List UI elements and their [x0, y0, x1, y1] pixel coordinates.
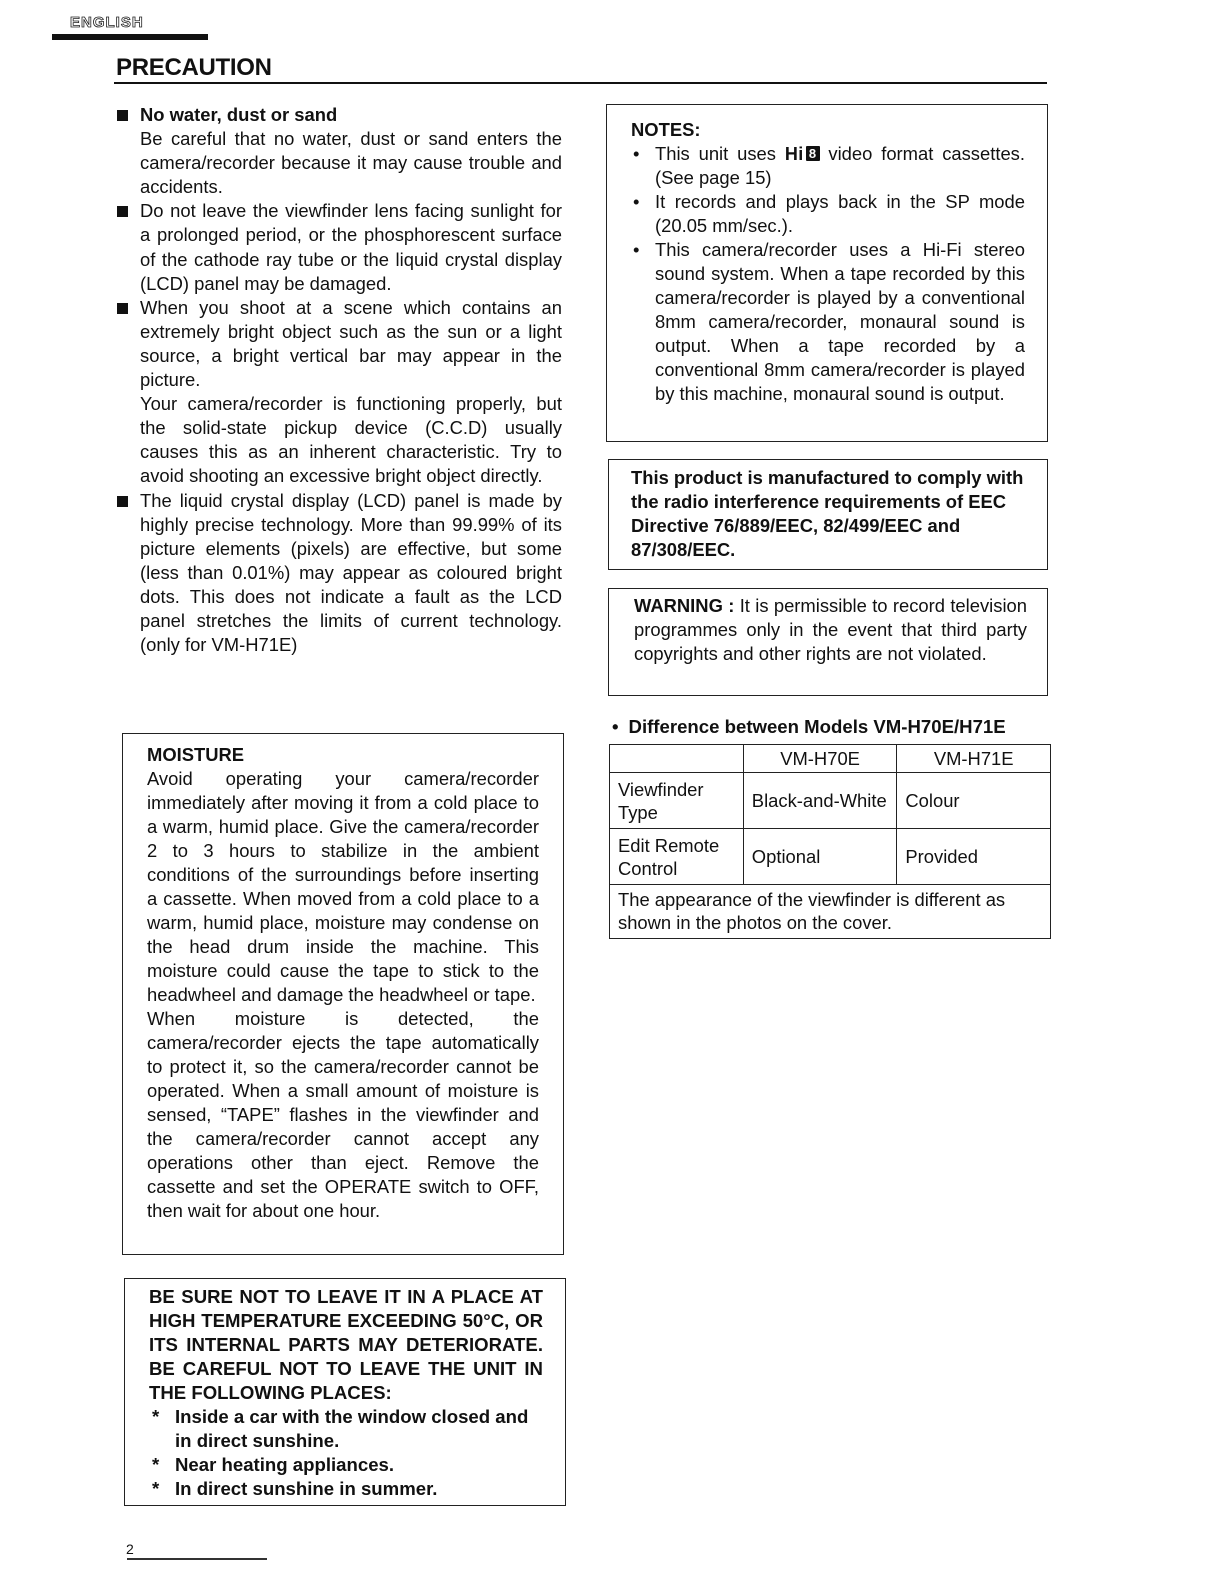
footer-rule	[127, 1558, 267, 1560]
table-note: The appearance of the viewfinder is different as shown in the photos on the cover.	[610, 885, 1051, 939]
bullet-viewfinder-sunlight	[116, 199, 562, 295]
table-header-row	[610, 745, 1051, 773]
caution-item-text: In direct sunshine in summer.	[175, 1478, 438, 1499]
note-text: It records and plays back in the SP mode (20.05 mm/sec.).	[655, 191, 1025, 236]
bullet-square-icon	[117, 110, 128, 121]
table-cell: Viewfinder Type	[610, 773, 744, 829]
eec-text: This product is manufactured to comply with the radio interference requirements of EEC Directive 76/889/EEC, 82/499/EEC and 87/308/EEC.	[631, 467, 1024, 560]
table-cell: Provided	[897, 829, 1051, 885]
bullet-dot-icon: •	[612, 716, 619, 737]
bullet-dot-icon: •	[633, 239, 640, 260]
table-cell: Edit Remote Control	[610, 829, 744, 885]
title-rule	[114, 82, 1047, 84]
language-tab-bar	[52, 34, 208, 40]
note-text: This unit uses	[655, 143, 776, 164]
bullet-text: The liquid crystal display (LCD) panel is made by highly precise technology. More than 99.99% of its picture elements (pixels) are effective, but some (less than 0.01%) may appear as coloured bright dots. This does not indicate a fault as the LCD panel stretches the limits of current technology. (only for VM-H71E)	[140, 489, 562, 656]
page-title: PRECAUTION	[116, 54, 272, 81]
bullet-text: Be careful that no water, dust or sand enters the camera/recorder because it may cause trouble and accidents.	[140, 128, 562, 198]
warning-text: It is permissible to record television programmes only in the event that third party copyrights and other rights are not violated.	[634, 595, 1027, 664]
bullet-square-icon	[117, 206, 128, 217]
note-item	[631, 238, 1025, 406]
temperature-caution-box	[124, 1278, 566, 1506]
note-item	[631, 190, 1025, 238]
caution-text: BE SURE NOT TO LEAVE IT IN A PLACE AT HIGH TEMPERATURE EXCEEDING 50°C, OR ITS INTERNAL PARTS MAY DETERIORATE. BE CAREFUL NOT TO LEAVE THE UNIT IN THE FOLLOWING PLACES:	[149, 1286, 543, 1403]
bullet-no-water	[116, 103, 562, 199]
caution-item	[149, 1453, 543, 1477]
bullet-text: Do not leave the viewfinder lens facing sunlight for a prolonged period, or the phosphorescent surface of the cathode ray tube or the liquid crystal display (LCD) panel may be damaged.	[140, 200, 562, 294]
page-number: 2	[126, 1541, 134, 1557]
table-row	[610, 773, 1051, 829]
bullet-bright-object	[116, 296, 562, 489]
model-difference-table	[609, 744, 1051, 939]
bullet-square-icon	[117, 303, 128, 314]
warning-label: WARNING :	[634, 595, 735, 616]
bullet-text-continued: Your camera/recorder is functioning properly, but the solid-state pickup device (C.C.D) usually causes this as an inherent characteristic. Try to avoid shooting an excessive bright object directly.	[140, 393, 562, 487]
table-cell: Black-and-White	[743, 773, 897, 829]
moisture-text: Avoid operating your camera/recorder immediately after moving it from a cold place to a warm, humid place. Give the camera/recorder 2 to 3 hours to stabilize in the ambient conditions of the surroundings before inserting a cassette. When moved from a cold place to a warm, humid place, moisture may condense on the head drum inside the machine. This moisture could cause the tape to stick to the headwheel and damage the headwheel or tape.	[147, 768, 539, 1005]
caution-item	[149, 1405, 543, 1453]
bullet-dot-icon: •	[633, 191, 640, 212]
asterisk-icon: *	[152, 1406, 160, 1427]
table-cell: Optional	[743, 829, 897, 885]
bullet-square-icon	[117, 496, 128, 507]
asterisk-icon: *	[152, 1478, 160, 1499]
table-header-cell: VM-H70E	[743, 745, 897, 773]
caution-item-text: Near heating appliances.	[175, 1454, 395, 1475]
left-column	[116, 103, 562, 657]
table-header-cell: VM-H71E	[897, 745, 1051, 773]
table-cell: Colour	[897, 773, 1051, 829]
note-item	[631, 142, 1025, 190]
caution-item	[149, 1477, 543, 1501]
notes-box	[606, 104, 1048, 442]
bullet-text: When you shoot at a scene which contains an extremely bright object such as the sun or a light source, a bright vertical bar may appear in the picture.	[140, 296, 562, 391]
model-difference-title: • Difference between Models VM-H70E/H71E	[612, 716, 1006, 737]
note-text: This camera/recorder uses a Hi-Fi stereo sound system. When a tape recorded by this camera/recorder is played by a conventional 8mm camera/recorder, monaural sound is output. When a tape recorded by a conventional 8mm camera/recorder is played by this machine, monaural sound is output.	[655, 239, 1025, 404]
moisture-box	[122, 733, 564, 1255]
eec-compliance-box	[608, 459, 1048, 570]
moisture-text-continued: When moisture is detected, the camera/recorder ejects the tape automatically to protect it, so the camera/recorder cannot be operated. When a small amount of moisture is sensed, “TAPE” flashes in the viewfinder and the camera/recorder cannot accept any operations other than eject. Remove the cassette and set the OPERATE switch to OFF, then wait for about one hour.	[147, 1008, 539, 1221]
table-header-cell	[610, 745, 744, 773]
table-row	[610, 829, 1051, 885]
caution-item-text: Inside a car with the window closed and in direct sunshine.	[175, 1406, 529, 1451]
warning-box	[608, 588, 1048, 696]
bullet-heading: No water, dust or sand	[140, 104, 338, 125]
hi8-logo-icon: Hi 8	[785, 144, 820, 164]
bullet-dot-icon: •	[633, 143, 640, 164]
bullet-lcd-panel	[116, 489, 562, 658]
language-tab	[52, 14, 208, 40]
note-text: video format cassettes. (See page 15)	[655, 143, 1025, 188]
language-label: ENGLISH	[70, 14, 144, 31]
notes-heading: NOTES:	[631, 119, 701, 140]
asterisk-icon: *	[152, 1454, 160, 1475]
moisture-heading: MOISTURE	[147, 744, 245, 765]
table-note-row	[610, 885, 1051, 939]
